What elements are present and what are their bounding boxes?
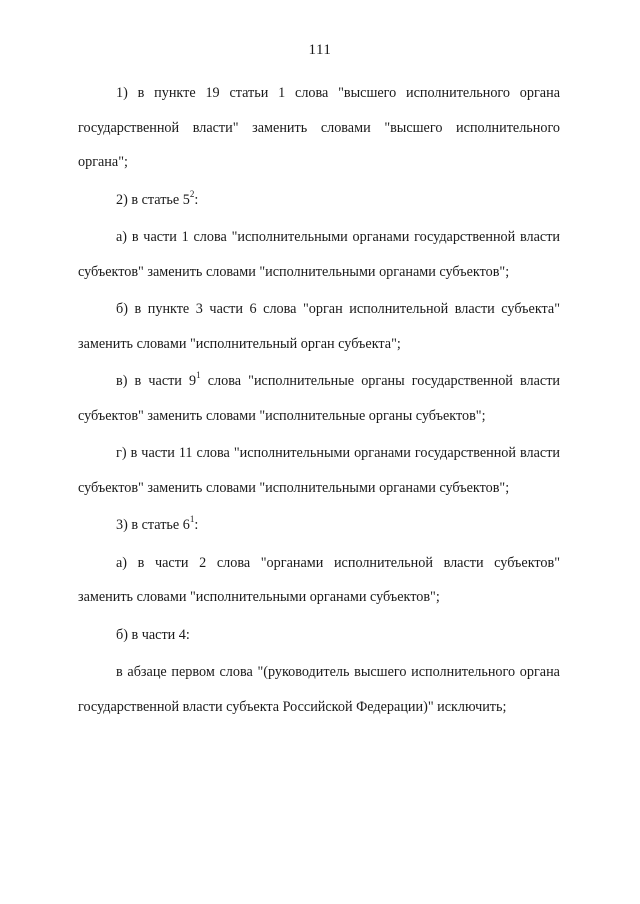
paragraph-item-2v [78,364,560,433]
paragraph-item-2v-superscript: 1 [196,370,201,381]
paragraph-item-3a: а) в части 2 слова "органами исполнительной власти субъектов" заменить словами "исполнительными органами субъектов"; [78,554,560,605]
paragraph-item-3 [78,508,560,543]
paragraph-item-2-suffix: : [194,191,199,208]
paragraph-item-2-superscript: 2 [189,188,195,199]
paragraph-item-3-text: 3) в статье 6 [116,517,190,533]
paragraph-item-2g: г) в части 11 слова "исполнительными органами государственной власти субъектов" заменить словами "исполнительными органами субъектов"; [78,445,560,496]
paragraph-item-2a: а) в части 1 слова "исполнительными органами государственной власти субъектов" заменить словами "исполнительными органами субъектов"; [78,229,560,280]
paragraph-item-2b: б) в пункте 3 части 6 слова "орган исполнительной власти субъекта" заменить словами "исполнительный орган субъекта"; [78,301,560,352]
paragraph-item-1: 1) в пункте 19 статьи 1 слова "высшего исполнительного органа государственной власти" заменить словами "высшего исполнительного органа"; [78,85,560,170]
paragraph-item-2-text: 2) в статье 5 [116,191,190,208]
document-body [78,76,560,724]
paragraph-item-3-suffix: : [194,517,199,533]
paragraph-item-3b-1: в абзаце первом слова "(руководитель высшего исполнительного органа государственной власти субъекта Российской Федерации)" исключить; [78,664,560,715]
paragraph-item-2v-text: в) в части 9 [116,373,197,389]
paragraph-item-3b: б) в части 4: [116,626,190,643]
paragraph-item-2v-suffix: слова "исполнительные органы государственной власти субъектов" заменить словами "исполнительные органы субъектов"; [78,373,560,424]
paragraph-item-3-superscript: 1 [189,514,195,525]
page-number: 111 [308,42,332,58]
paragraph-item-2 [78,183,560,218]
